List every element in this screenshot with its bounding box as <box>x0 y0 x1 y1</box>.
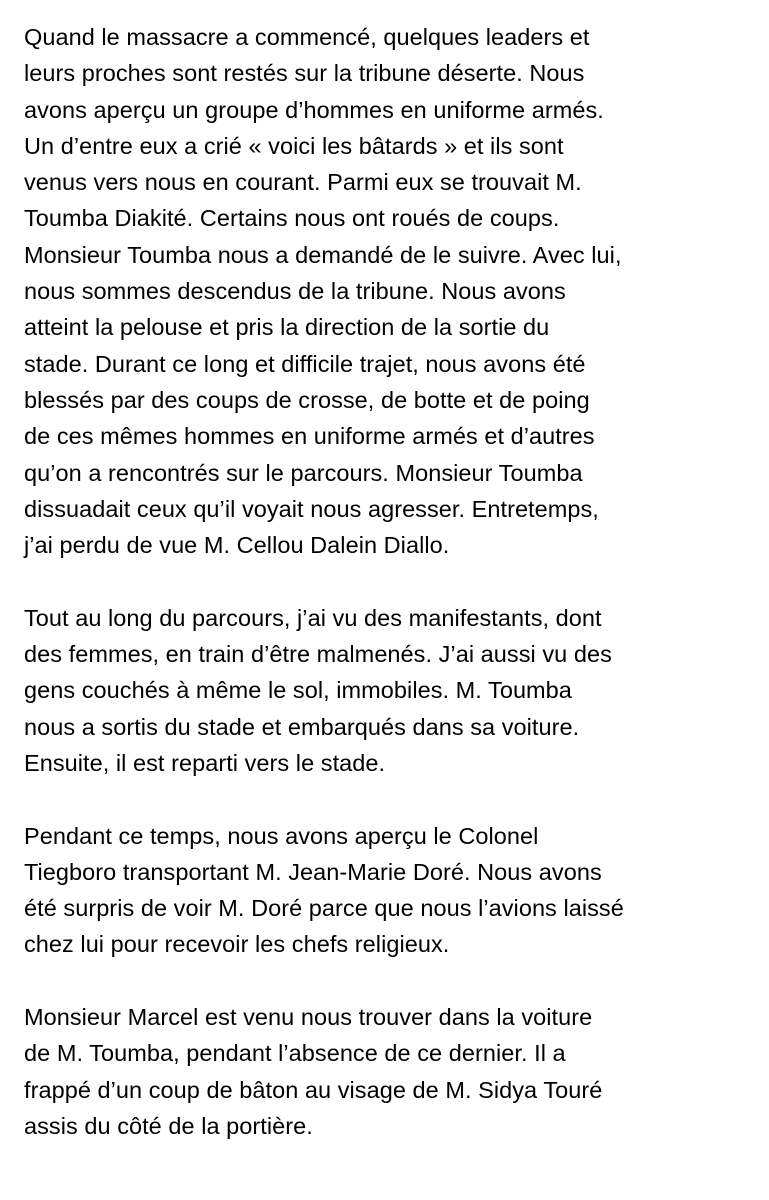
document-body <box>24 19 754 1144</box>
paragraph-spacer <box>24 781 754 817</box>
paragraph-3 <box>24 818 754 963</box>
text-line: Monsieur Marcel est venu nous trouver dans la voiture <box>24 1004 593 1031</box>
text-line: dissuadait ceux qu’il voyait nous agresser. Entretemps, <box>24 495 599 522</box>
text-line: qu’on a rencontrés sur le parcours. Monsieur Toumba <box>24 459 583 486</box>
text-line: chez lui pour recevoir les chefs religieux. <box>24 931 450 958</box>
text-line: assis du côté de la portière. <box>24 1112 313 1139</box>
text-line: frappé d’un coup de bâton au visage de M. Sidya Touré <box>24 1076 603 1103</box>
text-line: été surpris de voir M. Doré parce que nous l’avions laissé <box>24 895 624 922</box>
text-line: Tout au long du parcours, j’ai vu des manifestants, dont <box>24 604 602 631</box>
text-line: Quand le massacre a commencé, quelques leaders et <box>24 24 590 50</box>
text-line: Toumba Diakité. Certains nous ont roués de coups. <box>24 205 560 232</box>
paragraph-spacer <box>24 563 754 599</box>
text-line: atteint la pelouse et pris la direction de la sortie du <box>24 314 550 341</box>
text-line: leurs proches sont restés sur la tribune déserte. Nous <box>24 60 585 87</box>
text-line: Monsieur Toumba nous a demandé de le suivre. Avec lui, <box>24 241 622 268</box>
paragraph-1 <box>24 19 754 563</box>
paragraph-spacer <box>24 963 754 999</box>
text-line: nous a sortis du stade et embarqués dans sa voiture. <box>24 713 580 740</box>
text-line: gens couchés à même le sol, immobiles. M. Toumba <box>24 677 572 704</box>
text-line: Pendant ce temps, nous avons aperçu le Colonel <box>24 822 539 849</box>
text-line: de M. Toumba, pendant l’absence de ce dernier. Il a <box>24 1040 566 1067</box>
text-line: Tiegboro transportant M. Jean-Marie Doré. Nous avons <box>24 858 602 885</box>
paragraph-4 <box>24 999 754 1144</box>
paragraph-2 <box>24 600 754 781</box>
text-line: stade. Durant ce long et difficile trajet, nous avons été <box>24 350 586 377</box>
text-line: blessés par des coups de crosse, de botte et de poing <box>24 386 590 413</box>
text-line: venus vers nous en courant. Parmi eux se trouvait M. <box>24 169 582 196</box>
text-line: Un d’entre eux a crié « voici les bâtards » et ils sont <box>24 132 564 159</box>
text-line: nous sommes descendus de la tribune. Nous avons <box>24 278 566 305</box>
text-line: avons aperçu un groupe d’hommes en uniforme armés. <box>24 96 604 123</box>
text-line: j’ai perdu de vue M. Cellou Dalein Diallo. <box>24 532 450 559</box>
text-line: des femmes, en train d’être malmenés. J’ai aussi vu des <box>24 641 612 668</box>
text-line: de ces mêmes hommes en uniforme armés et d’autres <box>24 423 595 450</box>
text-line: Ensuite, il est reparti vers le stade. <box>24 749 386 776</box>
